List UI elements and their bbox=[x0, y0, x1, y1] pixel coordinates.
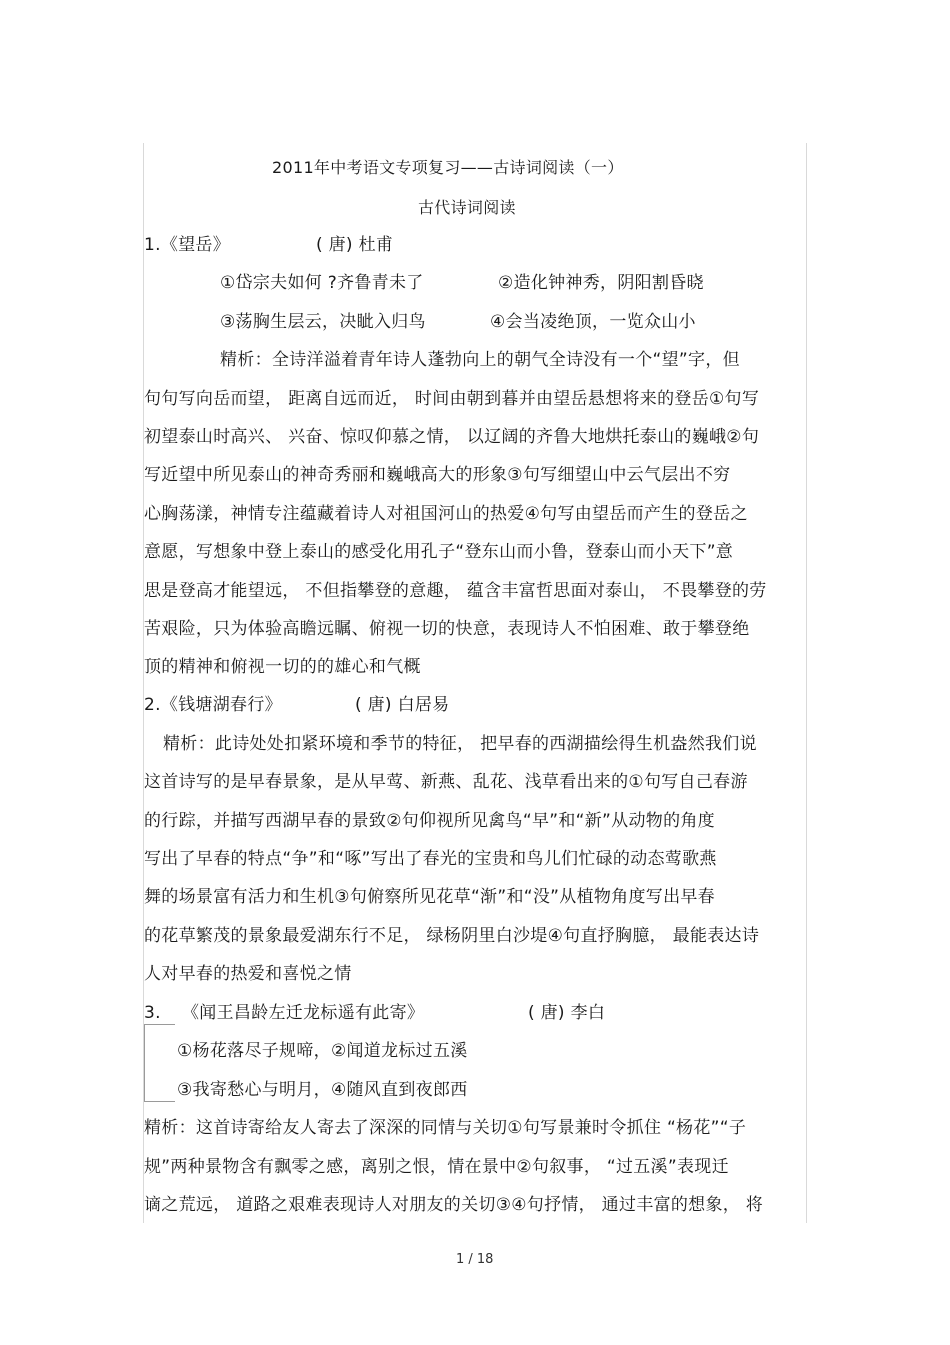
poem2-heading: 2.《钱塘湖春行》 bbox=[144, 695, 282, 715]
poem3-verse-1: ①杨花落尽子规啼，②闻道龙标过五溪 bbox=[177, 1041, 468, 1061]
poem1-analysis-line: 心胸荡漾，神情专注蕴藏着诗人对祖国河山的热爱④句写由望岳而产生的登岳之 bbox=[144, 504, 748, 524]
poem3-verse-2: ③我寄愁心与明月，④随风直到夜郎西 bbox=[177, 1080, 468, 1100]
poem2-analysis-line: 舞的场景富有活力和生机③句俯察所见花草“渐”和“没”从植物角度写出早春 bbox=[144, 887, 715, 907]
poem1-analysis-line: 初望泰山时高兴、 兴奋、惊叹仰慕之情， 以辽阔的齐鲁大地烘托泰山的巍峨②句 bbox=[144, 427, 760, 447]
poem2-analysis-line: 这首诗写的是早春景象，是从早莺、新燕、乱花、浅草看出来的①句写自己春游 bbox=[144, 772, 748, 792]
poem2-author: ( 唐) 白居易 bbox=[355, 695, 450, 715]
poem1-heading: 1.《望岳》 bbox=[144, 235, 231, 255]
right-margin-rule bbox=[806, 143, 807, 1223]
poem1-author: ( 唐) 杜甫 bbox=[316, 235, 394, 255]
poem2-analysis-line: 的行踪，并描写西湖早春的景致②句仰视所见禽鸟“早”和“新”从动物的角度 bbox=[144, 811, 715, 831]
poem3-heading: 《闻王昌龄左迁龙标遥有此寄》 bbox=[182, 1003, 425, 1023]
document-subtitle: 古代诗词阅读 bbox=[418, 198, 516, 217]
poem3-analysis-line: 规”两种景物含有飘零之感，离别之恨，情在景中②句叙事， “过五溪”表现迁 bbox=[144, 1157, 729, 1177]
poem2-analysis-line: 的花草繁茂的景象最爱湖东行不足， 绿杨阴里白沙堤④句直抒胸臆， 最能表达诗 bbox=[144, 926, 760, 946]
poem1-analysis-line: 句句写向岳而望， 距离自远而近， 时间由朝到暮并由望岳悬想将来的登岳①句写 bbox=[144, 389, 760, 409]
poem1-analysis-line: 意愿，写想象中登上泰山的感受化用孔子“登东山而小鲁，登泰山而小天下”意 bbox=[144, 542, 734, 562]
verse-bracket bbox=[144, 1024, 175, 1102]
page-number: 1 / 18 bbox=[456, 1252, 494, 1267]
poem1-analysis-line: 顶的精神和俯视一切的的雄心和气概 bbox=[144, 657, 421, 677]
poem1-analysis-line: 写近望中所见泰山的神奇秀丽和巍峨高大的形象③句写细望山中云气层出不穷 bbox=[144, 465, 731, 485]
poem2-analysis-line: 人对早春的热爱和喜悦之情 bbox=[144, 964, 352, 984]
poem3-analysis-line: 精析：这首诗寄给友人寄去了深深的同情与关切①句写景兼时令抓住 “杨花”“子 bbox=[144, 1118, 747, 1138]
poem1-verse-2b: ④会当凌绝顶，一览众山小 bbox=[490, 312, 696, 332]
poem2-analysis-line: 精析：此诗处处扣紧环境和季节的特征， 把早春的西湖描绘得生机盎然我们说 bbox=[163, 734, 757, 754]
poem1-analysis-line: 苦艰险，只为体验高瞻远瞩、俯视一切的快意，表现诗人不怕困难、敢于攀登绝 bbox=[144, 619, 750, 639]
poem3-analysis-line: 谪之荒远， 道路之艰难表现诗人对朋友的关切③④句抒情， 通过丰富的想象， 将 bbox=[144, 1195, 764, 1215]
document-title: 2011年中考语文专项复习——古诗词阅读（一） bbox=[272, 158, 624, 177]
poem2-analysis-line: 写出了早春的特点“争”和“啄”写出了春光的宝贵和鸟儿们忙碌的动态莺歌燕 bbox=[144, 849, 717, 869]
poem1-verse-1b: ②造化钟神秀，阴阳割昏晓 bbox=[498, 273, 704, 293]
poem3-author: ( 唐) 李白 bbox=[528, 1003, 606, 1023]
poem1-verse-2a: ③荡胸生层云，决眦入归鸟 bbox=[220, 312, 426, 332]
poem1-analysis-line: 精析：全诗洋溢着青年诗人蓬勃向上的朝气全诗没有一个“望”字，但 bbox=[220, 350, 740, 370]
poem1-verse-1a: ①岱宗夫如何 ?齐鲁青未了 bbox=[220, 273, 424, 293]
poem1-analysis-line: 思是登高才能望远， 不但指攀登的意趣， 蕴含丰富哲思面对泰山， 不畏攀登的劳 bbox=[144, 581, 767, 601]
poem3-number: 3. bbox=[144, 1003, 161, 1023]
